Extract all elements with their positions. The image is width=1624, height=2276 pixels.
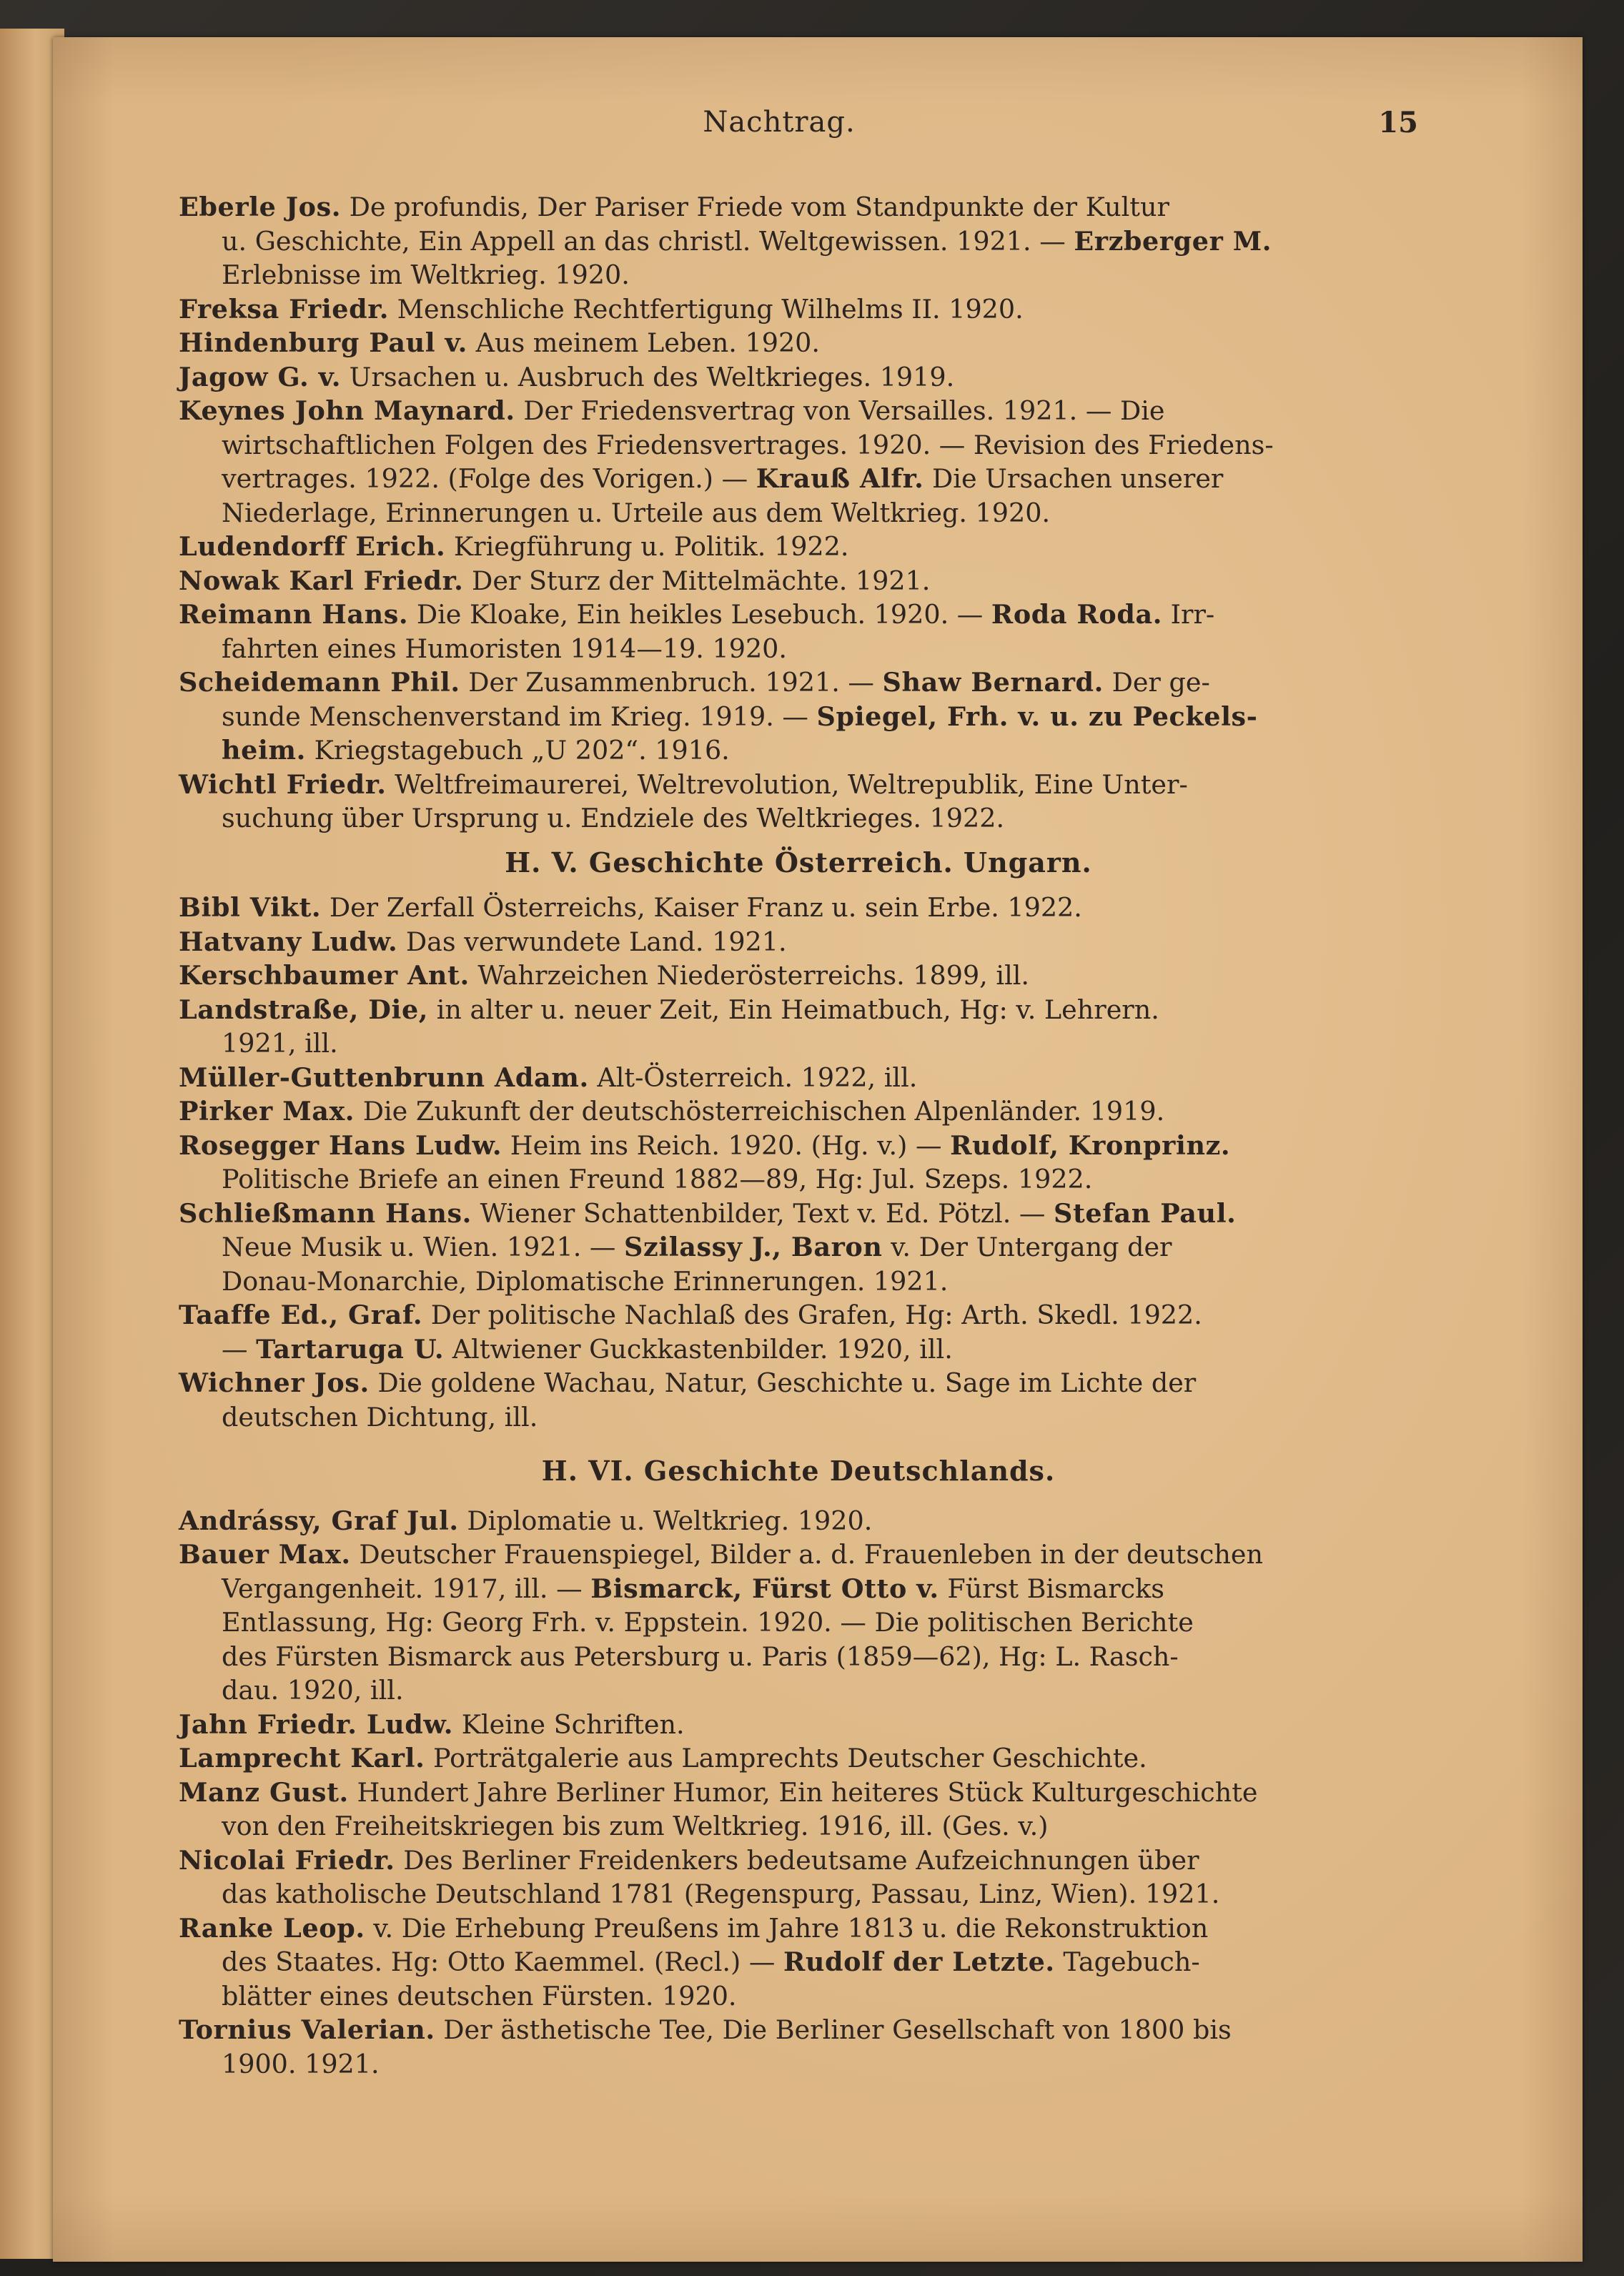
entry-text: Porträtgalerie aus Lamprechts Deutscher Geschichte. [425, 1743, 1147, 1773]
entry-text: Politische Briefe an einen Freund 1882—89, Hg: Jul. Szeps. 1922. [222, 1164, 1093, 1194]
bibliography-entry [179, 530, 1418, 564]
entry-author: Lamprecht Karl. [179, 1743, 425, 1773]
entry-author: Shaw Bernard. [882, 667, 1104, 698]
bibliography-entry [179, 564, 1418, 598]
entry-text: Die Zukunft der deutschösterreichischen Alpenländer. 1919. [355, 1096, 1165, 1127]
bibliography-entry [179, 326, 1418, 360]
entry-text: Der ästhetische Tee, Die Berliner Gesellschaft von 1800 bis 1900. 1921. [222, 2014, 1232, 2079]
entry-author: Ludendorff Erich. [179, 531, 446, 562]
entry-text: Der politische Nachlaß des Grafen, Hg: Arth. Skedl. 1922. — [222, 1300, 1202, 1365]
bibliography-entry [179, 993, 1418, 1061]
entry-text: Heim ins Reich. 1920. (Hg. v.) — [502, 1129, 951, 1161]
bibliography-entry [179, 292, 1418, 327]
entry-author: Hindenburg Paul v. [179, 327, 467, 358]
entry-text: Altwiener Guckkastenbilder. 1920, ill. [444, 1333, 953, 1365]
entry-text: Aus meinem Leben. 1920. [467, 327, 820, 358]
entry-author: Schließmann Hans. [179, 1197, 472, 1229]
bibliography-entry [179, 1366, 1418, 1434]
entry-author: Kerschbaumer Ant. [179, 960, 470, 991]
running-title: Nachtrag. [703, 106, 856, 139]
entry-author: Bauer Max. [179, 1539, 351, 1570]
bibliography-entry [179, 1129, 1418, 1197]
bibliography-entry [179, 768, 1418, 836]
entry-author: Bibl Vikt. [179, 892, 322, 923]
entry-author: Roda Roda. [991, 599, 1163, 630]
bibliography-entry [179, 1298, 1418, 1366]
bibliography-entry [179, 1094, 1418, 1129]
bibliography-entry [179, 598, 1418, 666]
bibliography-entry [179, 1776, 1418, 1844]
entry-author: Hatvany Ludw. [179, 926, 398, 957]
entry-text: Kriegführung u. Politik. 1922. [445, 531, 849, 562]
entry-text: Neue Musik u. Wien. 1921. — [222, 1232, 616, 1262]
section-heading: H. V. Geschichte Österreich. Ungarn. [505, 846, 1092, 879]
entry-text: Der Friedensvertrag von Versailles. 1921. — Die wirtschaftlichen Folgen des Friedensvertrages. 1920. — Revision des Friedens- vertrages. 1922. (Folge des Vorigen.) — [222, 395, 1274, 494]
entry-author: Nicolai Friedr. [179, 1844, 395, 1876]
entry-text: Hundert Jahre Berliner Humor, Ein heiteres Stück Kulturgeschichte von den Freiheitskriegen bis zum Weltkrieg. 1916, ill. (Ges. v.) [222, 1776, 1258, 1841]
entry-author: Freksa Friedr. [179, 293, 390, 325]
entry-text: Ursachen u. Ausbruch des Weltkrieges. 1919. [341, 361, 955, 392]
entry-author: Krauß Alfr. [756, 463, 924, 494]
entry-text: v. Die Erhebung Preußens im Jahre 1813 u. die Rekonstruktion des Staates. Hg: Otto Kaemmel. (Recl.) — [222, 1912, 1209, 1977]
entry-author: Rosegger Hans Ludw. [179, 1129, 502, 1161]
entry-author: Jagow G. v. [179, 361, 342, 392]
entry-author: Stefan Paul. [1054, 1197, 1237, 1229]
page-number: 15 [1378, 106, 1418, 139]
entry-text: Fürst Bismarcks Entlassung, Hg: Georg Frh. v. Eppstein. 1920. — Die politischen Berichte des Fürsten Bismarck aus Petersburg u. Paris (1859—62), Hg: L. Rasch- dau. 1920, ill. [222, 1573, 1194, 1706]
entry-author: Pirker Max. [179, 1096, 355, 1127]
bibliography-entry [179, 1844, 1418, 1911]
entry-author: Wichner Jos. [179, 1367, 370, 1398]
entry-author: Szilassy J., Baron [624, 1232, 883, 1262]
entry-text: Wiener Schattenbilder, Text v. Ed. Pötzl. — [472, 1197, 1054, 1229]
entry-text: Wahrzeichen Niederösterreichs. 1899, ill. [469, 960, 1030, 991]
entry-text: Die Kloake, Ein heikles Lesebuch. 1920. — [408, 599, 991, 630]
bibliography-entry [179, 925, 1418, 959]
bibliography-entry [179, 1538, 1418, 1708]
entry-author: Bismarck, Fürst Otto v. [590, 1573, 939, 1604]
entry-author: Reimann Hans. [179, 599, 409, 630]
entry-text: Des Berliner Freidenkers bedeutsame Aufzeichnungen über das katholische Deutschland 1781 (Regenspurg, Passau, Linz, Wien). 1921. [222, 1844, 1220, 1909]
bibliography-entry [179, 1061, 1418, 1095]
entry-author: Keynes John Maynard. [179, 395, 515, 426]
entry-author: Rudolf der Letzte. [783, 1946, 1055, 1977]
entry-text: Kleine Schriften. [453, 1708, 685, 1740]
page-header [140, 106, 1418, 149]
bibliography-entry [179, 666, 1418, 768]
entry-text: in alter u. neuer Zeit, Ein Heimatbuch, Hg: v. Lehrern. 1921, ill. [222, 994, 1159, 1059]
entry-author: Eberle Jos. [179, 192, 342, 222]
entry-text: Kriegstagebuch „U 202“. 1916. [305, 735, 730, 766]
entry-text: Deutscher Frauenspiegel, Bilder a. d. Frauenleben in der deutschen Vergangenheit. 1917, ill. — [222, 1539, 1264, 1604]
section-heading: H. VI. Geschichte Deutschlands. [541, 1455, 1056, 1487]
bibliography-entry [179, 1741, 1418, 1776]
entry-text: Erlebnisse im Weltkrieg. 1920. [222, 259, 630, 290]
entry-text: Weltfreimaurerei, Weltrevolution, Weltrepublik, Eine Unter- suchung über Ursprung u. Endziele des Weltkrieges. 1922. [222, 768, 1188, 833]
entry-text: Der Zusammenbruch. 1921. — [460, 667, 883, 698]
entry-author: Nowak Karl Friedr. [179, 565, 464, 596]
bibliography-entry [179, 959, 1418, 993]
bibliography-entry [179, 190, 1418, 292]
entry-text: Der Zerfall Österreichs, Kaiser Franz u. sein Erbe. 1922. [321, 892, 1082, 923]
bibliography-entry [179, 1708, 1418, 1742]
entry-text: v. Der Untergang der Donau-Monarchie, Diplomatische Erinnerungen. 1921. [222, 1232, 1172, 1297]
entry-text: Alt-Österreich. 1922, ill. [588, 1062, 918, 1093]
entry-text: Die goldene Wachau, Natur, Geschichte u. Sage im Lichte der deutschen Dichtung, ill. [222, 1367, 1197, 1433]
entry-author: Spiegel, Frh. v. u. zu Peckels- heim. [222, 701, 1258, 766]
bibliography-entry [179, 394, 1418, 530]
entry-author: Scheidemann Phil. [179, 667, 460, 698]
entry-author: Tartaruga U. [256, 1333, 445, 1365]
entry-text: Der ge- sunde Menschenverstand im Krieg. 1919. — [222, 667, 1210, 732]
bibliography-entry [179, 360, 1418, 395]
bibliography-entry [179, 1504, 1418, 1538]
entry-author: Ranke Leop. [179, 1912, 365, 1944]
entry-author: Jahn Friedr. Ludw. [179, 1708, 454, 1740]
entry-text: Der Sturz der Mittelmächte. 1921. [463, 565, 931, 596]
bibliography-entry [179, 1197, 1418, 1299]
entry-author: Wichtl Friedr. [179, 768, 387, 800]
entry-text: Menschliche Rechtfertigung Wilhelms II. 1920. [389, 293, 1024, 325]
bibliography-entry [179, 2013, 1418, 2081]
entry-author: Erzberger M. [1074, 225, 1272, 257]
entry-text: Diplomatie u. Weltkrieg. 1920. [458, 1505, 873, 1536]
entry-author: Tornius Valerian. [179, 2014, 435, 2045]
entry-text: De profundis, Der Pariser Friede vom Standpunkte der Kultur u. Geschichte, Ein Appell an das christl. Weltgewissen. 1921. — [222, 192, 1169, 257]
entry-author: Taaffe Ed., Graf. [179, 1300, 423, 1330]
entry-text: Das verwundete Land. 1921. [397, 926, 787, 957]
entry-author: Müller-Guttenbrunn Adam. [179, 1062, 589, 1093]
entry-text: Die Ursachen unserer Niederlage, Erinnerungen u. Urteile aus dem Weltkrieg. 1920. [222, 463, 1224, 528]
entry-text: Irr- fahrten eines Humoristen 1914—19. 1920. [222, 599, 1215, 664]
entry-author: Landstraße, Die, [179, 994, 429, 1025]
entry-text: Tagebuch- blätter eines deutschen Fürsten. 1920. [222, 1946, 1200, 2012]
entry-author: Manz Gust. [179, 1776, 349, 1808]
bibliography-list [179, 190, 1418, 2081]
bibliography-entry [179, 891, 1418, 925]
bibliography-entry [179, 1911, 1418, 2014]
entry-author: Rudolf, Kronprinz. [950, 1129, 1231, 1161]
entry-author: Andrássy, Graf Jul. [179, 1505, 459, 1536]
